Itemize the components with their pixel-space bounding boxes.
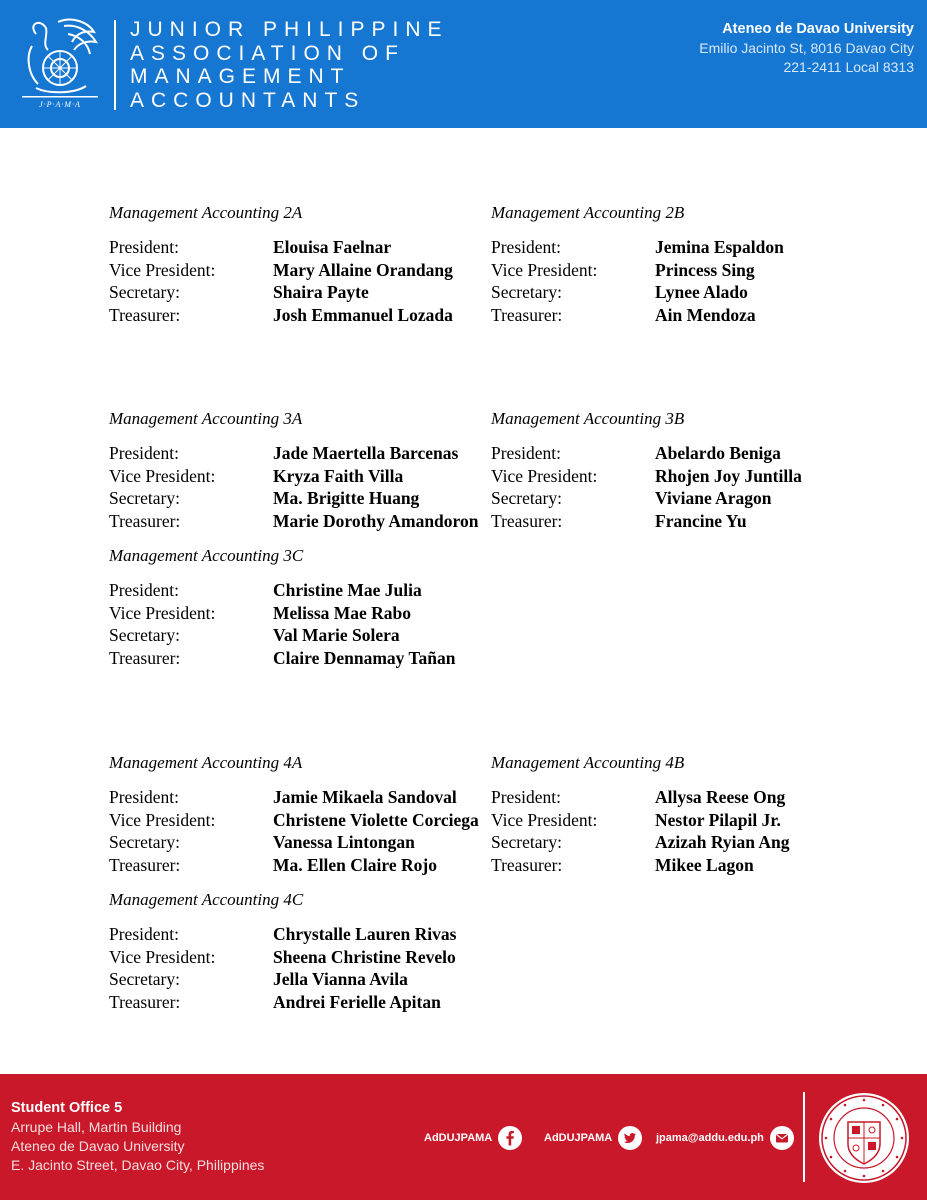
org-line: ASSOCIATION OF [130, 41, 405, 65]
officer-name: Chrystalle Lauren Rivas [273, 924, 457, 944]
class-block-ma3c [109, 545, 489, 669]
officer-name: Val Marie Solera [273, 625, 400, 645]
class-block-ma2b [491, 202, 871, 326]
officer-row-secretary [491, 487, 871, 510]
officer-row-treasurer [491, 304, 871, 327]
officer-name: Allysa Reese Ong [655, 787, 786, 807]
position-label: President: [109, 237, 179, 257]
class-block-ma4c [109, 889, 489, 1013]
facebook-link[interactable] [424, 1126, 522, 1150]
position-label: Vice President: [109, 946, 216, 967]
facebook-icon[interactable] [498, 1126, 522, 1150]
position-label: President: [491, 443, 561, 463]
org-line: ACCOUNTANTS [130, 88, 366, 112]
position-label: President: [109, 787, 179, 807]
officer-name: Elouisa Faelnar [273, 237, 392, 257]
officer-row-treasurer [491, 510, 871, 533]
position-label: Vice President: [109, 602, 216, 623]
class-title: Management Accounting 4C [109, 890, 304, 909]
class-title: Management Accounting 3A [109, 409, 303, 428]
position-label: Secretary: [491, 488, 562, 508]
class-title: Management Accounting 4A [109, 753, 303, 772]
officer-name: Rhojen Joy Juntilla [655, 465, 802, 486]
officer-name: Jamie Mikaela Sandoval [273, 787, 457, 807]
class-block-ma3b [491, 408, 871, 532]
position-label: President: [491, 787, 561, 807]
officer-row-secretary [109, 968, 489, 991]
position-label: Secretary: [491, 282, 562, 302]
officer-row-vice-president [491, 465, 871, 488]
class-title: Management Accounting 3C [109, 546, 304, 565]
officer-name: Josh Emmanuel Lozada [273, 304, 453, 325]
officer-name: Christine Mae Julia [273, 580, 422, 600]
officers-section-2 [109, 202, 909, 332]
officer-name: Ain Mendoza [655, 304, 756, 325]
university-seal-icon [818, 1092, 910, 1184]
org-line: JUNIOR PHILIPPINE [130, 18, 449, 41]
officer-name: Ma. Ellen Claire Rojo [273, 854, 437, 875]
officer-row-treasurer [109, 991, 489, 1014]
university-contact [699, 19, 914, 76]
officers-section-4 [109, 752, 909, 882]
position-label: Secretary: [109, 969, 180, 989]
officer-name: Princess Sing [655, 259, 755, 280]
officer-row-secretary [491, 281, 871, 304]
position-label: Vice President: [109, 259, 216, 280]
officer-name: Christene Violette Corciega [273, 809, 479, 830]
officer-row-vice-president [109, 946, 489, 969]
office-line: E. Jacinto Street, Davao City, Philippines [11, 1157, 265, 1173]
officer-row-vice-president [491, 259, 871, 282]
officer-row-secretary [109, 624, 489, 647]
position-label: President: [109, 443, 179, 463]
officer-row-secretary [109, 831, 489, 854]
class-block-ma4a [109, 752, 489, 876]
officer-name: Lynee Alado [655, 282, 748, 302]
position-label: Treasurer: [491, 854, 563, 875]
officer-name: Mary Allaine Orandang [273, 259, 453, 280]
officers-section-3 [109, 408, 909, 538]
officer-row-president [109, 579, 489, 602]
twitter-handle[interactable]: AdDUJPAMA [544, 1132, 613, 1144]
header-divider [114, 20, 116, 110]
officer-row-secretary [491, 831, 871, 854]
officer-name: Marie Dorothy Amandoron [273, 510, 479, 531]
position-label: Treasurer: [109, 991, 181, 1012]
class-title: Management Accounting 3B [491, 409, 685, 428]
position-label: Secretary: [109, 488, 180, 508]
class-block-ma4b [491, 752, 871, 876]
organization-name [130, 18, 449, 112]
position-label: Vice President: [109, 809, 216, 830]
officer-row-vice-president [109, 259, 489, 282]
officer-row-treasurer [109, 304, 489, 327]
class-title: Management Accounting 2B [491, 203, 685, 222]
officer-row-president [491, 786, 871, 809]
officer-name: Shaira Payte [273, 282, 369, 302]
officer-name: Viviane Aragon [655, 488, 772, 508]
officers-section-3c [109, 545, 909, 675]
page-footer [0, 1074, 927, 1200]
position-label: Vice President: [491, 259, 598, 280]
officer-name: Jemina Espaldon [655, 237, 784, 257]
officer-row-treasurer [109, 854, 489, 877]
officer-name: Claire Dennamay Tañan [273, 647, 456, 668]
officer-row-vice-president [109, 602, 489, 625]
officer-name: Mikee Lagon [655, 854, 754, 875]
officer-name: Francine Yu [655, 510, 747, 531]
mail-icon[interactable] [770, 1126, 794, 1150]
position-label: Treasurer: [109, 304, 181, 325]
class-title: Management Accounting 2A [109, 203, 303, 222]
officer-name: Jade Maertella Barcenas [273, 443, 459, 463]
position-label: President: [491, 237, 561, 257]
office-title: Student Office 5 [11, 1100, 123, 1116]
university-name: Ateneo de Davao University [722, 21, 914, 37]
officer-name: Azizah Ryian Ang [655, 832, 790, 852]
officer-row-secretary [109, 281, 489, 304]
office-address [11, 1099, 264, 1175]
position-label: Vice President: [109, 465, 216, 486]
officer-name: Nestor Pilapil Jr. [655, 809, 781, 830]
officer-row-secretary [109, 487, 489, 510]
officer-row-treasurer [491, 854, 871, 877]
position-label: Secretary: [491, 832, 562, 852]
officer-row-vice-president [491, 809, 871, 832]
position-label: Secretary: [109, 625, 180, 645]
twitter-link[interactable] [544, 1126, 642, 1150]
position-label: Treasurer: [109, 854, 181, 875]
officer-name: Kryza Faith Villa [273, 465, 404, 486]
position-label: Treasurer: [109, 647, 181, 668]
facebook-handle[interactable]: AdDUJPAMA [424, 1132, 493, 1144]
officer-row-president [109, 442, 489, 465]
officer-row-vice-president [109, 809, 489, 832]
position-label: Secretary: [109, 832, 180, 852]
class-title: Management Accounting 4B [491, 753, 685, 772]
officer-row-president [491, 236, 871, 259]
position-label: Treasurer: [491, 304, 563, 325]
org-line: MANAGEMENT [130, 65, 351, 88]
officer-name: Ma. Brigitte Huang [273, 488, 420, 508]
page-header [0, 0, 927, 128]
officer-name: Melissa Mae Rabo [273, 602, 412, 623]
position-label: Vice President: [491, 465, 598, 486]
officer-name: Andrei Ferielle Apitan [273, 991, 441, 1012]
email-address[interactable]: jpama@addu.edu.ph [656, 1132, 764, 1144]
position-label: Secretary: [109, 282, 180, 302]
position-label: Vice President: [491, 809, 598, 830]
officer-row-treasurer [109, 510, 489, 533]
position-label: President: [109, 924, 179, 944]
officers-section-4c [109, 889, 909, 1019]
university-phone: 221-2411 Local 8313 [783, 58, 914, 75]
officer-row-treasurer [109, 647, 489, 670]
office-line: Ateneo de Davao University [11, 1138, 185, 1154]
jpama-logo-icon [18, 16, 102, 110]
twitter-icon[interactable] [618, 1126, 642, 1150]
class-block-ma3a [109, 408, 489, 532]
officer-row-president [109, 923, 489, 946]
office-line: Arrupe Hall, Martin Building [11, 1119, 182, 1135]
university-address: Emilio Jacinto St, 8016 Davao City [699, 40, 914, 56]
officer-row-vice-president [109, 465, 489, 488]
officer-row-president [109, 786, 489, 809]
email-link[interactable] [656, 1126, 794, 1150]
class-block-ma2a [109, 202, 489, 326]
officer-row-president [109, 236, 489, 259]
logo-lettering: J·P·A·M·A [39, 100, 81, 109]
position-label: Treasurer: [491, 510, 563, 531]
officer-name: Vanessa Lintongan [273, 832, 415, 852]
officer-name: Jella Vianna Avila [273, 969, 408, 989]
officer-name: Sheena Christine Revelo [273, 946, 456, 967]
footer-divider [803, 1092, 805, 1182]
officer-name: Abelardo Beniga [655, 443, 781, 463]
position-label: President: [109, 580, 179, 600]
position-label: Treasurer: [109, 510, 181, 531]
officer-row-president [491, 442, 871, 465]
